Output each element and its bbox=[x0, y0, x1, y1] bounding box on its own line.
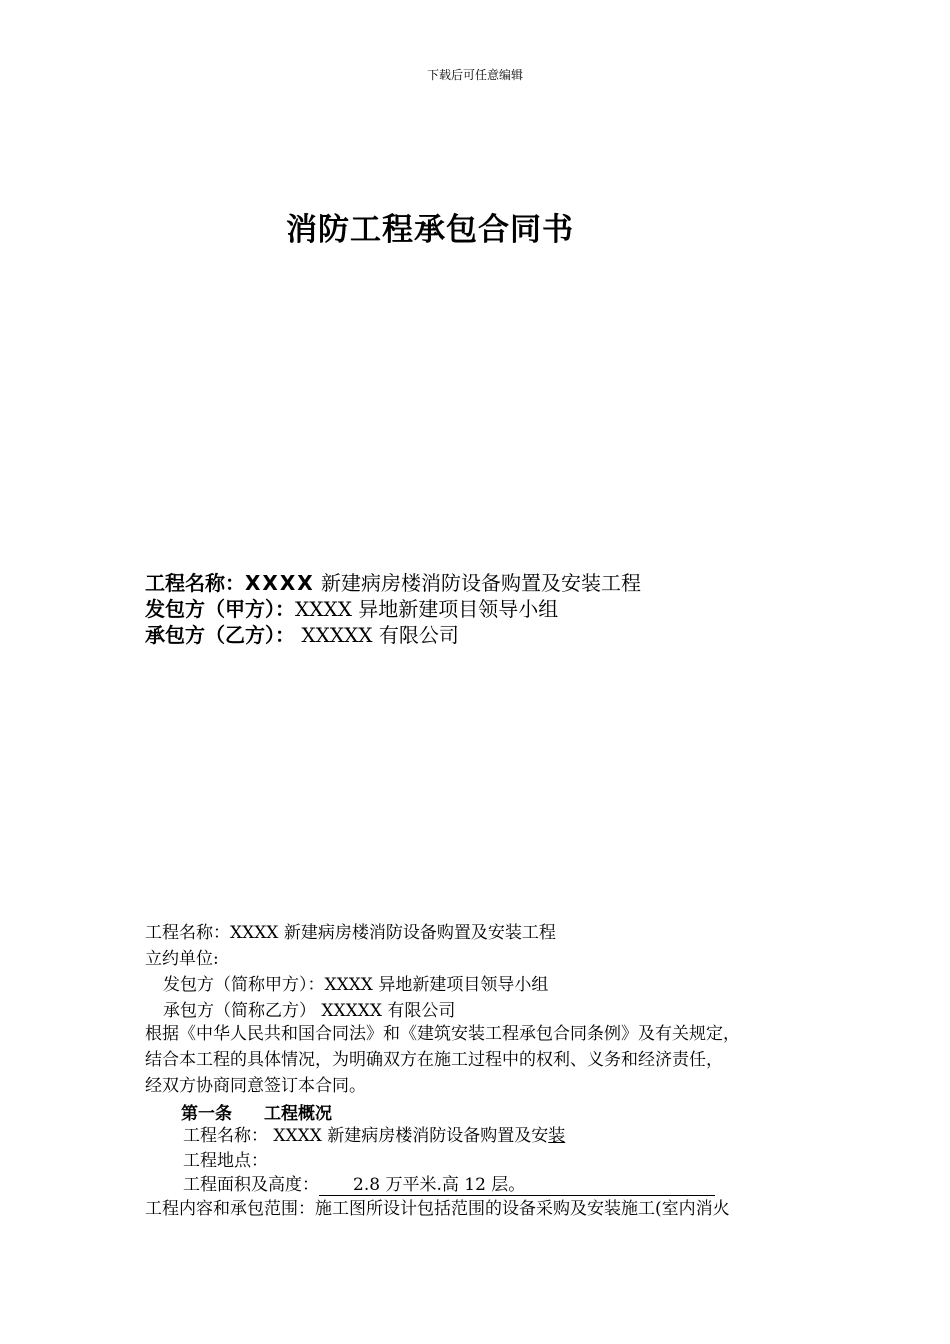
cover-project-rest: 新建病房楼消防设备购置及安装工程 bbox=[321, 571, 642, 595]
article-1-site: 工程地点： bbox=[183, 1151, 268, 1171]
preamble-line-2: 结合本工程的具体情况，为明确双方在施工过程中的权利、义务和经济责任， bbox=[145, 1050, 723, 1070]
article-1-name bbox=[183, 1123, 565, 1149]
article-1-area-value: 2.8 万平米.高 12 层。 bbox=[353, 1175, 526, 1195]
cover-contractor bbox=[145, 622, 459, 648]
body-project-name: 工程名称：XXXX 新建病房楼消防设备购置及安装工程 bbox=[145, 923, 556, 943]
cover-employer-value: XXXX 异地新建项目领导小组 bbox=[295, 597, 559, 621]
article-1-title: 工程概况 bbox=[264, 1104, 332, 1124]
article-1-heading bbox=[181, 1099, 332, 1124]
cover-contractor-label: 承包方（乙方）： bbox=[145, 623, 295, 647]
cover-project-name bbox=[145, 570, 641, 596]
article-1-area-field bbox=[319, 1175, 715, 1196]
cover-project-prefix: XXXX bbox=[245, 571, 315, 595]
parties-heading: 立约单位: bbox=[145, 949, 219, 969]
cover-contractor-value: XXXXX 有限公司 bbox=[295, 623, 459, 647]
article-1-name-label: 工程名称： bbox=[183, 1126, 268, 1146]
page-header-note: 下载后可任意编辑 bbox=[426, 68, 523, 82]
scope-line: 工程内容和承包范围：施工图所设计包括范围的设备采购及安装施工(室内消火 bbox=[145, 1199, 730, 1219]
document-title: 消防工程承包合同书 bbox=[286, 212, 574, 248]
article-1-area bbox=[183, 1172, 715, 1198]
body-employer: 发包方（简称甲方）：XXXX 异地新建项目领导小组 bbox=[163, 975, 549, 995]
article-1-name-value: XXXX 新建病房楼消防设备购置及安 bbox=[268, 1126, 549, 1146]
article-1-number: 第一条 bbox=[181, 1104, 232, 1124]
body-contractor: 承包方（简称乙方） XXXXX 有限公司 bbox=[163, 1001, 456, 1021]
cover-employer bbox=[145, 596, 558, 622]
preamble-line-1: 根据《中华人民共和国合同法》和《建筑安装工程承包合同条例》及有关规定， bbox=[145, 1024, 740, 1044]
cover-project-label: 工程名称： bbox=[145, 571, 245, 595]
preamble-line-3: 经双方协商同意签订本合同。 bbox=[145, 1076, 366, 1096]
article-1-name-underlined: 装 bbox=[548, 1126, 566, 1146]
cover-employer-label: 发包方（甲方）： bbox=[145, 597, 295, 621]
article-1-area-label: 工程面积及高度： bbox=[183, 1175, 319, 1195]
